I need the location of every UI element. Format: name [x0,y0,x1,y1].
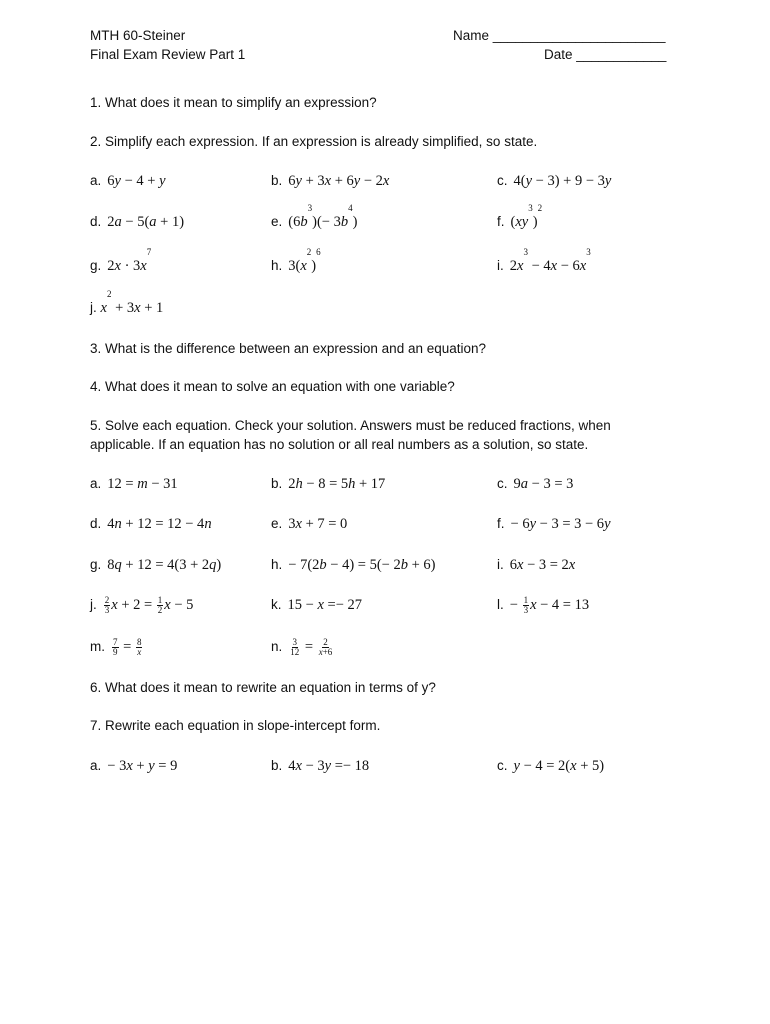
q5-item-a: a. 12 = m − 31 [90,476,178,492]
fraction: $\frac{7}{9}$ [113,637,118,658]
q5-item-g: g. 8q + 12 = 4(3 + 2q) [90,557,222,573]
q5-item-f: f. − 6y − 3 = 3 − 6y [497,516,611,532]
item-label: e. [271,516,283,531]
q5-item-j: j. $\frac{2}{3}$ x + 2 = $\frac{1}{2}$ x − 5 [90,595,194,616]
fraction: $\frac{3}{12}$ [290,637,300,658]
item-label: d. [90,214,102,229]
item-label: d. [90,516,102,531]
q2-item-e: e. $(6b^3)(- 3b^4)$ [271,203,358,230]
q5-item-m: m. $\frac{7}{9}$ = $\frac{8}{x}$ [90,637,142,658]
item-label: f. [497,516,505,531]
document-title: Final Exam Review Part 1 [90,47,246,62]
item-label: i. [497,557,504,572]
fraction: $\frac{2}{x+6}$ [318,637,333,658]
question-7: 7. Rewrite each equation in slope-intercept form. [90,718,381,733]
q5-item-i: i. 6x − 3 = 2x [497,557,576,573]
q5-item-e: e. 3x + 7 = 0 [271,516,348,532]
item-label: e. [271,214,283,229]
fraction: $\frac{2}{3}$ [104,595,110,616]
item-label: b. [271,758,283,773]
q5-item-k: k. 15 − x =− 27 [271,597,362,613]
item-label: h. [271,557,283,572]
item-label: b. [271,476,283,491]
course-title: MTH 60-Steiner [90,28,186,43]
item-label: h. [271,258,283,273]
question-2: 2. Simplify each expression. If an expression is already simplified, so state. [90,134,538,149]
q2-item-a: a. 6y − 4 + y [90,173,166,189]
q2-item-j: j. $x^2 + 3x + 1$ [90,289,164,316]
name-field: Name _______________________ [453,28,666,43]
fraction: $\frac{1}{3}$ [523,595,529,616]
item-label: l. [497,597,504,612]
item-label: c. [497,476,508,491]
item-label: j. [90,300,97,315]
item-label: a. [90,173,102,188]
question-5-line-1: 5. Solve each equation. Check your solution. Answers must be reduced fractions, when [90,418,611,433]
q7-item-c: c. y − 4 = 2(x + 5) [497,758,605,774]
item-label: k. [271,597,282,612]
item-label: j. [90,597,97,612]
q7-item-a: a. − 3x + y = 9 [90,758,178,774]
q5-item-c: c. 9a − 3 = 3 [497,476,574,492]
item-label: b. [271,173,283,188]
question-6: 6. What does it mean to rewrite an equation in terms of y? [90,680,436,695]
question-1: 1. What does it mean to simplify an expression? [90,95,377,110]
q2-item-c: c. 4(y − 3) + 9 − 3y [497,173,612,189]
item-label: a. [90,476,102,491]
q2-item-g: g. $2x \cdot 3x^7$ [90,247,152,274]
q5-item-b: b. 2h − 8 = 5h + 17 [271,476,386,492]
question-4: 4. What does it mean to solve an equation with one variable? [90,379,455,394]
fraction: $\frac{8}{x}$ [136,637,142,658]
question-3: 3. What is the difference between an expression and an equation? [90,341,487,356]
item-label: c. [497,758,508,773]
item-label: n. [271,639,283,654]
item-label: g. [90,557,102,572]
q2-item-f: f. $(xy^3)^2$ [497,203,543,230]
fraction: $\frac{1}{2}$ [157,595,163,616]
item-label: g. [90,258,102,273]
item-label: f. [497,214,505,229]
q7-item-b: b. 4x − 3y =− 18 [271,758,370,774]
question-5-line-2: applicable. If an equation has no solution or all real numbers as a solution, so state. [90,437,589,452]
q2-item-h: h. $3(x^2)^6$ [271,247,321,274]
item-label: a. [90,758,102,773]
q5-item-h: h. − 7(2b − 4) = 5(− 2b + 6) [271,557,436,573]
q5-item-l: l. − $\frac{1}{3}$ x − 4 = 13 [497,595,590,616]
q5-item-n: n. $\frac{3}{12}$ = $\frac{2}{x+6}$ [271,637,333,658]
q5-item-d: d. 4n + 12 = 12 − 4n [90,516,212,532]
item-label: c. [497,173,508,188]
q2-item-b: b. 6y + 3x + 6y − 2x [271,173,390,189]
item-label: m. [90,639,105,654]
item-label: i. [497,258,504,273]
q2-item-i: i. $2x^3 - 4x - 6x^3$ [497,247,591,274]
date-field: Date ____________ [544,47,667,62]
q2-item-d: d. 2a − 5(a + 1) [90,214,185,230]
